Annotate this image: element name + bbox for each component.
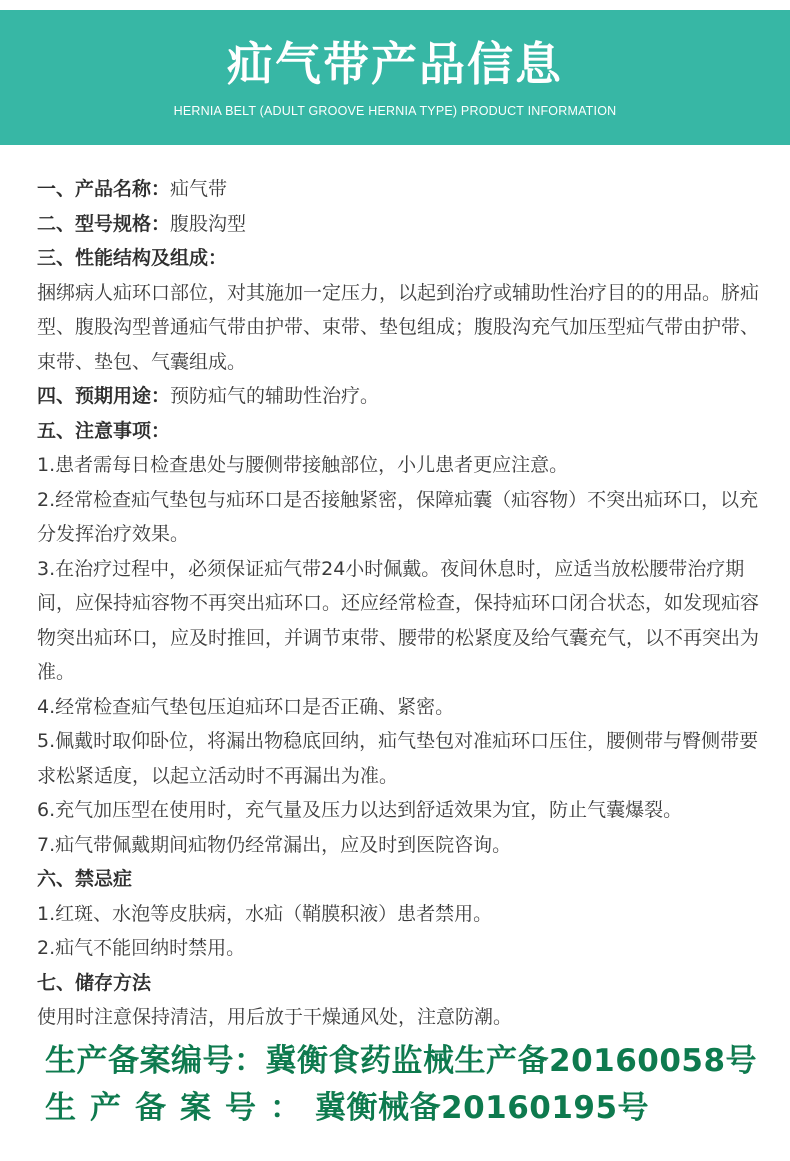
- header-banner: [0, 10, 790, 145]
- storage-heading: 七、储存方法: [37, 971, 152, 994]
- production-filing-value: 冀衡食药监械生产备20160058号: [265, 1043, 758, 1079]
- model-row: [37, 207, 767, 242]
- note-item: 6.充气加压型在使用时，充气量及压力以达到舒适效果为宜，防止气囊爆裂。: [37, 799, 683, 821]
- intended-use-value: 预防疝气的辅助性治疗。: [170, 385, 380, 407]
- filing-value: 冀衡械备20160195号: [315, 1090, 650, 1126]
- notes-heading: 五、注意事项：: [37, 419, 171, 442]
- production-filing-number: [45, 1041, 757, 1081]
- model-label: 二、型号规格：: [37, 212, 171, 235]
- model-value: 腹股沟型: [170, 212, 247, 235]
- contraindication-item: 1.红斑、水泡等皮肤病，水疝（鞘膜积液）患者禁用。: [37, 902, 493, 925]
- note-item: 1.患者需每日检查患处与腰侧带接触部位，小儿患者更应注意。: [37, 454, 569, 476]
- product-name-row: [37, 172, 767, 207]
- filing-number: [45, 1088, 649, 1128]
- production-filing-label: 生产备案编号：: [45, 1043, 266, 1079]
- note-item: 2.经常检查疝气垫包与疝环口是否接触紧密，保障疝囊（疝容物）不突出疝环口，以充分发挥治疗效果。: [37, 488, 759, 545]
- filing-label: 生产备案号：: [45, 1090, 315, 1126]
- note-item: 3.在治疗过程中，必须保证疝气带24小时佩戴。夜间休息时，应适当放松腰带治疗期间，应保持疝容物不再突出疝环口。还应经常检查，保持疝环口闭合状态，如发现疝容物突出疝环口，应及时推回，并调节束带、腰带的松紧度及给气囊充气，以不再突出为准。: [37, 557, 760, 683]
- note-item: 4.经常检查疝气垫包压迫疝环口是否正确、紧密。: [37, 695, 455, 718]
- intended-use-label: 四、预期用途：: [37, 385, 171, 407]
- note-item: 7.疝气带佩戴期间疝物仍经常漏出，应及时到医院咨询。: [37, 833, 512, 856]
- structure-heading: 三、性能结构及组成：: [37, 247, 228, 269]
- page-title: 疝气带产品信息: [227, 37, 563, 91]
- storage-text: 使用时注意保持清洁，用后放于干燥通风处，注意防潮。: [37, 1006, 513, 1028]
- product-name-label: 一、产品名称：: [37, 178, 171, 200]
- product-name-value: 疝气带: [170, 178, 228, 200]
- structure-text: 捆绑病人疝环口部位，对其施加一定压力，以起到治疗或辅助性治疗目的的用品。脐疝型、腹股沟型普通疝气带由护带、束带、垫包组成；腹股沟充气加压型疝气带由护带、束带、垫包、气囊组成。: [37, 281, 760, 373]
- note-item: 5.佩戴时取仰卧位，将漏出物稳底回纳，疝气垫包对准疝环口压住，腰侧带与臀侧带要求松紧适度，以起立活动时不再漏出为准。: [37, 730, 759, 787]
- contraindications-heading: 六、禁忌症: [37, 868, 133, 890]
- product-info-body: [37, 172, 767, 1035]
- page-subtitle: HERNIA BELT (ADULT GROOVE HERNIA TYPE) PRODUCT INFORMATION: [173, 104, 617, 118]
- intended-use-row: [37, 379, 767, 414]
- contraindication-item: 2.疝气不能回纳时禁用。: [37, 937, 246, 959]
